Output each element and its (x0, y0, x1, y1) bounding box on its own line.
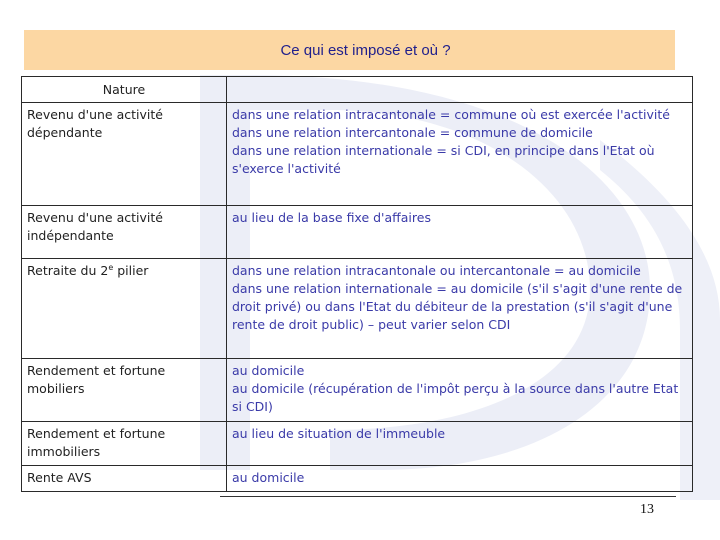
footer-divider (220, 496, 676, 497)
table-row (22, 206, 693, 259)
location-line: au lieu de la base fixe d'affaires (232, 210, 431, 225)
row-nature (22, 259, 227, 359)
row-location (227, 359, 693, 422)
table-row (22, 422, 693, 466)
row-location (227, 259, 693, 359)
taxation-table (21, 76, 693, 492)
row-nature: Rente AVS (22, 466, 227, 492)
nature-text: Retraite du 2 (27, 263, 109, 278)
location-line: au domicile (232, 470, 305, 485)
row-nature: Rendement et fortune immobiliers (22, 422, 227, 466)
row-location (227, 422, 693, 466)
table-row (22, 103, 693, 206)
row-location (227, 103, 693, 206)
table-header-row (22, 77, 693, 103)
row-nature: Rendement et fortune mobiliers (22, 359, 227, 422)
nature-superscript: e (108, 262, 114, 272)
table-row (22, 359, 693, 422)
row-nature: Revenu d'une activité indépendante (22, 206, 227, 259)
header-location (227, 77, 693, 103)
page-title: Ce qui est imposé et où ? (280, 41, 451, 59)
row-location (227, 466, 693, 492)
location-line: dans une relation intracantonale = commune où est exercée l'activité (232, 107, 670, 122)
location-line: dans une relation internationale = au domicile (s'il s'agit d'une rente de droit privé) ou dans l'Etat du débiteur de la prestation (s'il s'agit d'une rente de droit public) – peut varier selon CDI (232, 281, 683, 332)
location-line: au domicile (232, 363, 305, 378)
table-row (22, 259, 693, 359)
row-location (227, 206, 693, 259)
table-row (22, 466, 693, 492)
header-nature: Nature (22, 77, 227, 103)
location-line: au domicile (récupération de l'impôt perçu à la source dans l'autre Etat si CDI) (232, 381, 679, 414)
location-line: dans une relation intercantonale = commune de domicile (232, 125, 593, 140)
page-number: 13 (640, 502, 654, 517)
title-banner (24, 30, 675, 70)
nature-text: pilier (113, 263, 149, 278)
row-nature: Revenu d'une activité dépendante (22, 103, 227, 206)
location-line: au lieu de situation de l'immeuble (232, 426, 446, 441)
location-line: dans une relation intracantonale ou intercantonale = au domicile (232, 263, 641, 278)
location-line: dans une relation internationale = si CDI, en principe dans l'Etat où s'exerce l'activité (232, 143, 655, 176)
